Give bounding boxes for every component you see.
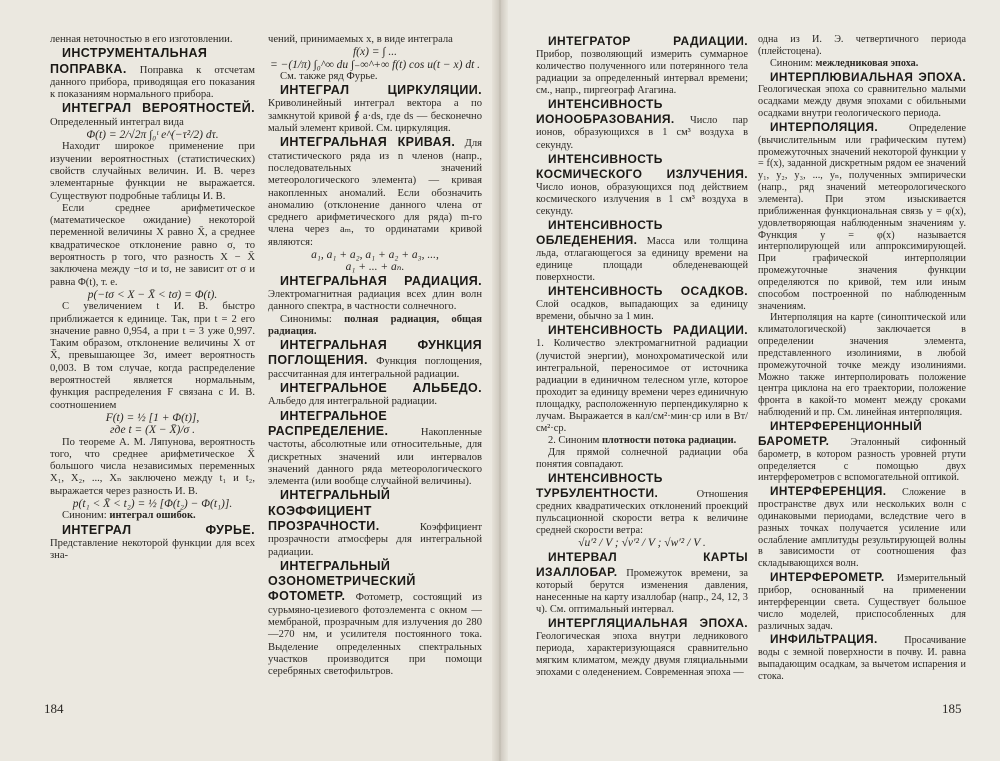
entry-term: ИНТЕГРАЛЬНАЯ ФУНКЦИЯ ПОГЛОЩЕНИЯ. [268,338,482,368]
paragraph: По теореме А. М. Ляпунова, вероятность того, что среднее арифметическое X̄ большого числа независимых переменных X₁, X₂, ..., Xₙ заключено между t₁ и t₂, выражается через разность И. В. [50,436,255,497]
dictionary-entry [536,97,748,151]
dictionary-entry [268,135,482,249]
entry-term: ИНТЕГРАЛ ВЕРОЯТНОСТЕЙ. [62,101,255,116]
dictionary-entry [758,70,966,120]
dictionary-entry [758,570,966,632]
formula: √u′² / V ; √v′² / V ; √w′² / V . [578,537,706,550]
dictionary-entry [536,471,748,537]
synonym-value: полная радиация, общая радиация. [268,313,482,337]
formula: = −(1/π) ∫₀^∞ du ∫₋∞^+∞ f(t) cos u(t − x) dt . [269,58,481,71]
formula: p(t₁ < X̄ < t₂) = ½ [Φ(t₂) − Φ(t₁)]. [72,497,233,510]
dictionary-entry [758,419,966,484]
entry-term: ИНТЕГРАТОР РАДИАЦИИ. [548,34,748,48]
entry-body: Представление некоторой функции для всех зна- [50,537,255,562]
dictionary-entry [50,46,255,101]
entry-body: Число ионов, образующихся под действием космического излучения в 1 см³ воздуха в секунду. [536,181,748,217]
entry-body: Прибор, позволяющий измерить суммарное количество полученного или потерянного тела радиации за определенный интервал времени; см., напр., пиргеограф Агагина. [536,49,748,97]
dictionary-entry [758,484,966,570]
synonym-value: плотности потока радиации. [601,434,737,446]
page-number: 184 [44,701,64,716]
entry-term: ИНТЕНСИВНОСТЬ ОБЛЕДЕНЕНИЯ. [536,217,663,247]
right-page-column-2 [758,34,966,683]
dictionary-entry [268,488,482,558]
synonym-line [758,58,966,70]
entry-term: ИНТЕРФЕРОМЕТР. [770,570,885,585]
formula: a₁ + ... + aₙ. [345,261,405,274]
left-page-column-2 [268,34,482,679]
formula: a₁, a₁ + a₂, a₁ + a₂ + a₃, ..., [311,249,439,262]
entry-term: ИНТЕРГЛЯЦИАЛЬНАЯ ЭПОХА. [548,615,748,630]
dictionary-entry [536,152,748,218]
continued-text: чений, принимаемых x, в виде интеграла [268,34,453,45]
entry-body: Просачивание воды с земной поверхности в почву. И. равна выпадающим осадкам, за вычетом испарения и стока. [758,635,966,682]
entry-term: ИНТЕГРАЛЬНАЯ РАДИАЦИЯ. [280,273,482,288]
entry-term: ИНТЕРФЕРЕНЦИЯ. [770,484,887,499]
entry-term: ИНТЕНСИВНОСТЬ ИОНООБРАЗОВАНИЯ. [536,97,675,127]
formula: Φ(t) = 2/√2π ∫₀ᵗ e^(−τ²/2) dτ. [86,129,219,142]
entry-term: ИНТЕРПЛЮВИАЛЬНАЯ ЭПОХА. [770,69,966,84]
paragraph: Если среднее арифметическое (математическое ожидание) некоторой переменной величины X равно X̄, а среднее квадратическое отклонение равно σ, то вероятность p того, что разность X − X̄ заключена между −tσ и tσ, не зависит от σ и равна Φ(t), т. е. [50,202,255,288]
entry-body: Эталонный сифонный барометр, в котором разность уровней ртути определяется с помощью двух интерферометров с вспомогательной оптикой. [758,436,966,484]
formula: f(x) = ∫ ... [352,46,398,59]
dictionary-entry [536,323,748,435]
entry-body: Поправка к отсчетам данного прибора, приводящая его показания к показаниям нормального прибора. [50,64,255,101]
entry-term: ИНТЕНСИВНОСТЬ РАДИАЦИИ. [548,323,748,338]
entry-body: Сложение в пространстве двух или нескольких волн с одинаковыми периодами, вследствие чего в разных точках получается усиление или ослабление амплитуды результирующей волны в зависимости от соотношения фаз складывающихся волн. [758,487,966,570]
entry-body: Функция поглощения, рассчитанная для интегральной радиации. [268,356,482,380]
entry-term: ИНТЕГРАЛЬНАЯ КРИВАЯ. [280,135,456,150]
entry-term: ИНТЕРФЕРЕНЦИОННЫЙ БАРОМЕТР. [758,419,923,448]
synonym-label: Синонимы: [280,313,345,325]
left-page-column-1 [50,34,255,562]
synonym-line [50,510,255,522]
formula: p(−tσ < X − X̄ < tσ) = Φ(t). [87,288,218,301]
entry-body: Определенный интеграл вида [50,116,184,128]
entry-term: ИНТЕНСИВНОСТЬ ТУРБУЛЕНТНОСТИ. [536,471,663,501]
synonym-label: Синоним: [62,510,110,522]
entry-term: ИНТЕНСИВНОСТЬ КОСМИЧЕСКОГО ИЗЛУЧЕНИЯ. [536,151,748,181]
dictionary-entry [536,34,748,97]
synonym-value: межледниковая эпоха. [815,57,919,69]
dictionary-entry [268,381,482,409]
entry-term: ИНСТРУМЕНТАЛЬНАЯ ПОПРАВКА. [50,46,208,76]
dictionary-entry [268,83,482,135]
formula: F(t) = ½ [1 + Φ(t)], [105,411,200,424]
synonym-value: интеграл ошибок. [109,510,196,522]
entry-body: Фотометр, состоящий из сурьмяно-цезиевого фотоэлемента с окном — мембраной, прозрачным для излучения до 280—270 нм, и усилителя постоянного тока. Выделение определенных спектральных участков производится при помощи серебряных светофильтров. [268,592,482,678]
entry-body: Слой осадков, выпадающих за единицу времени, обычно за 1 мин. [536,299,748,323]
entry-body: Промежуток времени, за который берутся изменения давления, нанесенные на карту изаллобар (напр., 24, 12, 3 ч). См. оптимальный интервал. [536,567,748,615]
dictionary-entry [536,550,748,616]
dictionary-entry [536,218,748,284]
dictionary-entry [50,523,255,563]
entry-term: ИНТЕГРАЛЬНЫЙ КОЭФФИЦИЕНТ ПРОЗРАЧНОСТИ. [268,488,391,533]
entry-term: ИНТЕГРАЛ ЦИРКУЛЯЦИИ. [280,83,482,98]
right-page [500,0,1000,761]
entry-body: Криволинейный интеграл вектора a по замкнутой кривой ∮ a·ds, где ds — бесконечно малый элемент кривой. См. циркуляция. [268,98,482,135]
entry-body: Определение (вычислительным или графическим путем) промежуточных значений некоторой функции y = f(x), заданной дискретным рядом ее значений y₁, y₂, y₃, ..., yₙ, полученных эмпирически (напр., ряд значений метеорологического элемента). При этом изыскивается приближенная функциональная связь y = φ(x), удовлетворяющая наблюденным значениям y. Функция y = φ(x) называется интерполирующей или аппроксимирующей. При графической интерполяции промежуточные значения функции определяются по кривой, тем или иным способом построенной по наблюденным значениям. [758,122,966,312]
entry-body: Для статистического ряда из n членов (напр., последовательных значений метеорологического элемента) — кривая накопленных аномалий. Если обозначить аномалию (отклонение данного члена от среднего арифметического для ряда) m-го члена через aₘ, то ординатами кривой являются: [268,138,482,248]
entry-body: Коэффициент прозрачности атмосферы для интегральной радиации. [268,521,482,558]
page-number: 185 [942,701,962,716]
dictionary-entry [268,409,482,489]
entry-body: Отношения средних квадратических отклонений проекций пульсационной скорости ветра к величине средней скорости ветра: [536,489,748,537]
entry-term: ИНТЕГРАЛЬНОЕ РАСПРЕДЕЛЕНИЕ. [268,408,389,438]
synonym-line [268,314,482,339]
dictionary-entry [536,616,748,679]
entry-body: Накопленные частоты, абсолютные или относительные, для дискретных значений или интервалов значений данного ряда метеорологического элемента (или вообще случайной величины). [268,426,482,488]
paragraph: Находит широкое применение при изучении вероятностных (статистических) свойств случайных величин. И. В. через элементарные функции не выражается. Существуют подробные таблицы И. В. [50,141,255,202]
entry-body: Геологическая эпоха внутри ледникового периода, характеризующаяся сравнительно мягким климатом, между двумя гляциальными эпохами с оледенением. Современная эпоха — [536,630,748,679]
entry-term: ИНТЕГРАЛЬНОЕ АЛЬБЕДО. [280,381,482,396]
book-gutter [492,0,508,761]
dictionary-entry [268,338,482,381]
dictionary-entry [758,632,966,682]
entry-body: Измерительный прибор, основанный на применении интерференции света. Существует большое число моделей, приспособленных для различных задач. [758,573,966,632]
entry-term: ИНТЕГРАЛ ФУРЬЕ. [62,522,255,537]
entry-body: 1. Количество электромагнитной радиации (лучистой энергии), монохроматической или интегральной, переносимое от источника радиации в единичном телесном угле, которое проходит за единицу времени через единичную площадку, расположенную перпендикулярно к лучам. Выражается в кал/см²·мин·ср или в Вт/см²·ср. [536,338,748,434]
entry-body: Число пар ионов, образующихся в 1 см³ воздуха в секунду. [536,115,748,151]
formula: где t = (X − X̄)/σ . [110,424,195,437]
entry-term: ИНФИЛЬТРАЦИЯ. [770,632,878,647]
entry-term: ИНТЕРВАЛ КАРТЫ ИЗАЛЛОБАР. [536,549,748,579]
continued-text: ленная неточностью в его изготовлении. [50,34,233,45]
synonym-line [536,435,748,447]
dictionary-entry [268,274,482,314]
entry-term: ИНТЕНСИВНОСТЬ ОСАДКОВ. [548,284,748,299]
paragraph: С увеличением t И. В. быстро приближается к единице. Так, при t = 2 его значение равно 0,954, а при t = 3 уже 0,997. Таким образом, отклонение величины X от X̄, превышающее 3σ, имеет вероятность 0,003. В том случае, когда распределение вероятностей является нормальным, функция распределения F связана с И. В. соотношением [50,301,255,411]
paragraph: Интерполяция на карте (синоптической или климатологической) заключается в определении значения элемента, представленного изолиниями, в любой промежуточной точке между изолиниями. Можно также интерполировать положение центра циклона на его траектории, положение фронта в какой-то момент между сроками наблюдений и пр. См. линейная интерполяция. [758,312,966,419]
paragraph: Для прямой солнечной радиации оба понятия совпадают. [536,447,748,471]
synonym-label: 2. Синоним [548,434,602,446]
synonym-label: Синоним: [770,57,816,69]
right-page-column-1 [536,34,748,679]
dictionary-entry [268,559,482,679]
entry-term: ИНТЕРПОЛЯЦИЯ. [770,119,879,134]
entry-body: Геологическая эпоха со сравнительно малыми осадками между двумя эпохами с обильными осадками внутри геологического периода. [758,84,966,120]
entry-body: Альбедо для интегральной радиации. [268,396,438,408]
paragraph: См. также ряд Фурье. [280,70,378,82]
continued-text: одна из И. Э. четвертичного периода (плейстоцена). [758,34,966,57]
dictionary-entry [50,101,255,129]
entry-body: Электромагнитная радиация всех длин волн данного спектра, в частности солнечного. [268,288,482,313]
dictionary-entry [758,120,966,313]
entry-term: ИНТЕГРАЛЬНЫЙ ОЗОНОМЕТРИЧЕСКИЙ ФОТОМЕТР. [268,558,416,604]
dictionary-entry [536,284,748,323]
entry-body: Масса или толщина льда, отлагающегося за единицу времени на единице площади обледеневающей поверхности. [536,235,748,284]
